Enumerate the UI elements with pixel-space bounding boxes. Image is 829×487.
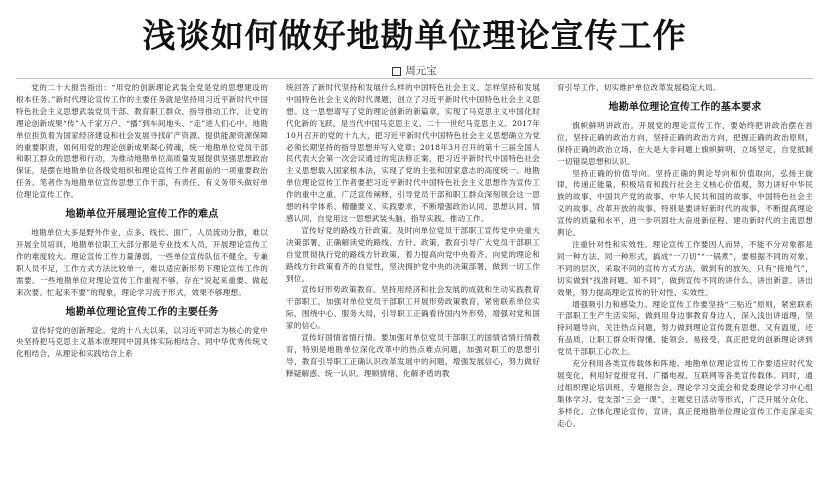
paragraph: 旗帜鲜明讲政治。开展党的理论宣传工作，要始终把讲政治摆在首位，坚持正确的政治方向，坚持正确的政治方向，把握正确的政治原则，保持正确的政治立场，在大是大非问题上旗帜鲜明，立场坚定，自觉抵制一切错误思想和认识。	[557, 120, 813, 166]
byline	[0, 63, 829, 78]
column-3	[557, 82, 813, 482]
paragraph: 育引导工作，切实维护单位改革发展稳定大局。	[557, 83, 721, 92]
paragraph: 宣传好党的路线方针政策。及时向单位党员干部职工宣传党中央重大决策部署，正确解读党的路线、方针、政策，教育引导广大党员干部职工自觉贯彻执行党的路线方针政策，着力提高向党中央看齐、向党的理论和路线方针政策看齐的自觉性，坚决拥护党中央的决策部署，做到一切工作到位。	[286, 225, 540, 283]
section-heading: 地勘单位开展理论宣传工作的难点	[65, 209, 219, 221]
section-heading: 地勘单位理论宣传工作的基本要求	[608, 101, 762, 113]
section-heading: 地勘单位理论宣传工作的主要任务	[65, 306, 219, 318]
paragraph: 宣传好形势政策教育。坚持用经济和社会发展的成就和生动实践教育干部职工，加强对单位党员干部职工开展形势政策教育，紧密联系单位实际，围绕中心、服务大局，引导职工正确看待国内外形势，增强对党和国家的信心。	[286, 285, 540, 331]
column-2	[286, 82, 540, 482]
paragraph: 充分利用各类宣传载体和阵地。地勘单位理论宣传工作要适应时代发展变化，利用好党报党刊、广播电视、互联网等各类宣传载体。同时，通过组织理论培训班、专题报告会、理论学习交流会和党委理论学习中心组集体学习、党支部“三会一课”、主题党日活动等形式，广泛开展分众化、多样化、立体化理论宣传，宣讲，真正使地勘单位理论宣传工作走深走实走心。	[557, 359, 813, 428]
paragraph: 宣传好党的创新理论。党的十八大以来，以习近平同志为核心的党中央坚持把马克思主义基本原理同中国具体实际相结合、同中华优秀传统文化相结合，从理论和实践结合上系	[16, 325, 268, 359]
paragraph: 党的二十大报告指出：“用党的创新理论武装全党是党的思想建设的根本任务。”新时代理论宣传工作的主要任务就是坚持用习近平新时代中国特色社会主义思想武装党员干部、教育职工群众、指导推动工作，让党的理论创新成果“传”入千家万户、“播”到车间地头、“走”进人们心中。地勘单位担负着为国家经济建设和社会发展寻找矿产资源、提供能源资源保障的重要职责，如何用党的理论创新成果凝心铸魂，统一地勘单位党员干部和职工群众的思想和行动，为推动地勘单位高质量发展提供坚强思想政治保证，是摆在地勘单位各级党组织和理论宣传工作者面前的一项重要政治任务。笔者作为地勘单位宣传思想工作干部，有责任、有义务带头做好单位理论宣传工作。	[16, 83, 268, 200]
author-name: 周元宝	[405, 65, 437, 77]
paragraph: 统回答了新时代坚持和发展什么样的中国特色社会主义、怎样坚持和发展中国特色社会主义的时代课题，创立了习近平新时代中国特色社会主义思想。这一思想谱写了党的理论创新的新篇章，实现了马克思主义中国化时代化新的飞跃，是当代中国马克思主义、二十一世纪马克思主义。2017年10月召开的党的十九大，把习近平新时代中国特色社会主义思想确立为党必须长期坚持的指导思想并写入党章；2018年3月召开的第十三届全国人民代表大会第一次会议通过的宪法修正案，把习近平新时代中国特色社会主义思想载入国家根本法，实现了党的主张和国家意志的高度统一。地勘单位理论宣传工作者要把习近平新时代中国特色社会主义思想作为宣传工作的重中之重，广泛宣传阐释，引导党员干部和职工群众深刻领会这一思想的科学体系、精髓要义、实践要求，不断增强政治认同、思想认同、情感认同，自觉用这一思想武装头脑、指导实践、推动工作。	[286, 83, 540, 223]
paragraph: 注重针对性和实效性。理论宣传工作要因人而异，不能不分对象都是同一种方法、同一种形式，搞成“一刀切”“一锅煮”，要根据不同的对象、不同的层次，采取不同的宣传方式方法，做到有的放矢，只有“接地气”，切实做到“找准问题、知不同”，做到宣传不同的讲什么、讲出新意、讲出效果，努力提高理论宣传的针对性、实效性。	[557, 239, 813, 297]
paragraph: 宣传好国情省情行情。要加强对单位党员干部职工的国情省情行情教育，特别是地勘单位深化改革中的热点难点问题，加强对职工的思想引导，教育引导职工正确认识改革发展中的问题，增强发展信心，努力做好释疑解惑、统一认识、理顺情绪、化解矛盾的教	[286, 333, 540, 378]
paragraph: 地勘单位大多是野外作业，点多、线长、面广，人员流动分散，难以开展全员培训，地勘单位职工大部分都是专业技术人员，开展理论宣传工作的难度较大。理论宣传工作力量薄弱，一些单位宣传队伍不健全、专兼职人员不足，工作方式方法比较单一，难以适应新形势下理论宣传工作的需要。一些地勘单位对理论宣传工作重视不够，存在“说起来重要、做起来次要、忙起来不要”的现象，理论学习流于形式，效果不够理想。	[16, 228, 268, 297]
column-1	[16, 82, 268, 482]
paragraph: 坚持正确的价值导向。坚持正确的舆论导向和价值取向，弘扬主旋律，传递正能量，积极培育和践行社会主义核心价值观，努力讲好中华民族的故事、中国共产党的故事、中华人民共和国的故事、中国特色社会主义的故事、改革开放的故事、特别是要讲好新时代的故事，不断提高理论宣传的质量和水平，进一步巩固壮大奋进新征程、建功新时代的主流思想舆论。	[557, 168, 813, 238]
paragraph: 增强吸引力和感染力。理论宣传工作要坚持“三贴近”原则，紧密联系干部职工生产生活实际，做到用身边事教育身边人，深入浅出讲道理，坚持问题导向，关注热点问题，努力做到理论宣传既有思想、又有温度，还有品质，让职工群众听得懂、能领会、易接受，真正把党的创新理论讲到党员干部职工心坎上。	[557, 299, 813, 357]
article-title: 浅谈如何做好地勘单位理论宣传工作	[142, 16, 687, 55]
header-divider	[16, 78, 813, 79]
author-marker-icon	[392, 67, 401, 76]
